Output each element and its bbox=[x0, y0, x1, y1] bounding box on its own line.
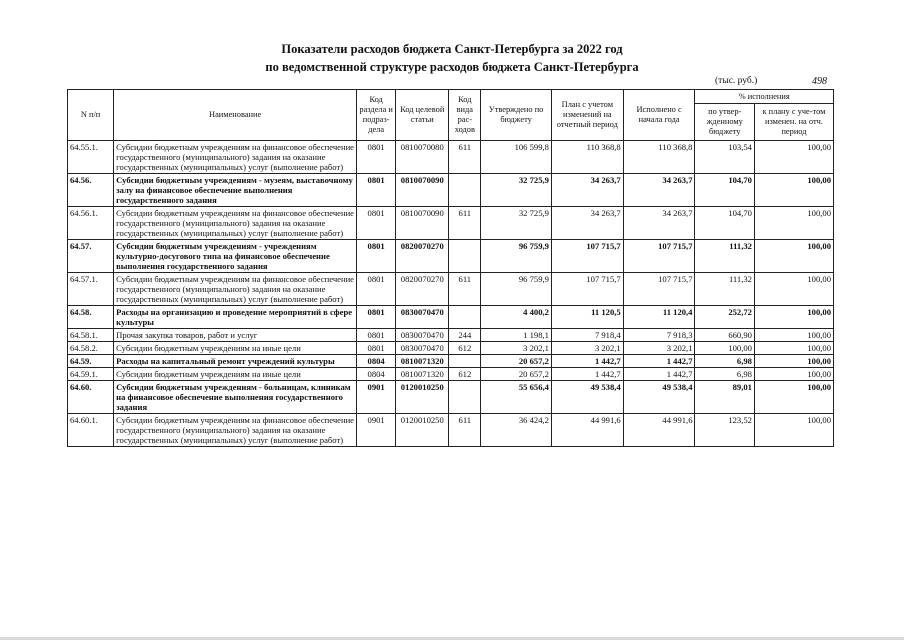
header-pct-plan: к плану с уче-том изменен. на отч. период bbox=[754, 104, 833, 141]
cell-num: 64.58. bbox=[68, 306, 114, 329]
cell-pct-approved: 104,70 bbox=[695, 207, 754, 240]
units-label: (тыс. руб.) bbox=[715, 76, 758, 86]
cell-pct-approved: 252,72 bbox=[695, 306, 754, 329]
cell-type: 612 bbox=[449, 342, 481, 355]
header-approved: Утверждено по бюджету bbox=[481, 90, 552, 141]
cell-type bbox=[449, 306, 481, 329]
cell-section: 0801 bbox=[357, 306, 396, 329]
cell-num: 64.56. bbox=[68, 174, 114, 207]
cell-approved: 32 725,9 bbox=[481, 207, 552, 240]
cell-pct-plan: 100,00 bbox=[754, 207, 833, 240]
cell-target: 0830070470 bbox=[396, 329, 449, 342]
header-plan: План с учетом изменений на отчетный период bbox=[551, 90, 623, 141]
cell-pct-approved: 6,98 bbox=[695, 355, 754, 368]
cell-pct-plan: 100,00 bbox=[754, 306, 833, 329]
cell-type bbox=[449, 355, 481, 368]
header-target: Код целевой статьи bbox=[396, 90, 449, 141]
cell-approved: 20 657,2 bbox=[481, 368, 552, 381]
cell-plan: 107 715,7 bbox=[551, 273, 623, 306]
cell-name: Субсидии бюджетным учреждениям на финансовое обеспечение государственного (муниципального) задания на оказание государственных (муниципальных) услуг (выполнение работ) bbox=[114, 414, 357, 447]
cell-pct-approved: 103,54 bbox=[695, 141, 754, 174]
cell-section: 0804 bbox=[357, 368, 396, 381]
cell-approved: 1 198,1 bbox=[481, 329, 552, 342]
header-num: N п/п bbox=[68, 90, 114, 141]
header-section: Код раздела и подраз-дела bbox=[357, 90, 396, 141]
cell-type bbox=[449, 240, 481, 273]
header-pct-approved: по утвер-жденному бюджету bbox=[695, 104, 754, 141]
cell-target: 0810071320 bbox=[396, 355, 449, 368]
table-row bbox=[68, 174, 834, 207]
cell-pct-approved: 104,70 bbox=[695, 174, 754, 207]
cell-target: 0810070090 bbox=[396, 174, 449, 207]
cell-plan: 110 368,8 bbox=[551, 141, 623, 174]
cell-executed: 44 991,6 bbox=[623, 414, 695, 447]
cell-num: 64.58.1. bbox=[68, 329, 114, 342]
budget-table bbox=[67, 89, 834, 447]
cell-section: 0901 bbox=[357, 414, 396, 447]
cell-approved: 36 424,2 bbox=[481, 414, 552, 447]
cell-num: 64.56.1. bbox=[68, 207, 114, 240]
cell-pct-plan: 100,00 bbox=[754, 273, 833, 306]
cell-name: Расходы на организацию и проведение мероприятий в сфере культуры bbox=[114, 306, 357, 329]
cell-pct-plan: 100,00 bbox=[754, 368, 833, 381]
cell-pct-approved: 6,98 bbox=[695, 368, 754, 381]
table-row bbox=[68, 368, 834, 381]
cell-executed: 11 120,4 bbox=[623, 306, 695, 329]
cell-name: Субсидии бюджетным учреждениям на финансовое обеспечение государственного (муниципального) задания на оказание государственных (муниципальных) услуг (выполнение работ) bbox=[114, 273, 357, 306]
cell-approved: 96 759,9 bbox=[481, 273, 552, 306]
cell-plan: 34 263,7 bbox=[551, 207, 623, 240]
cell-type: 611 bbox=[449, 141, 481, 174]
header-percent: % исполнения bbox=[695, 90, 834, 104]
table-body bbox=[68, 141, 834, 447]
cell-target: 0120010250 bbox=[396, 414, 449, 447]
cell-pct-plan: 100,00 bbox=[754, 329, 833, 342]
cell-section: 0804 bbox=[357, 355, 396, 368]
cell-name: Прочая закупка товаров, работ и услуг bbox=[114, 329, 357, 342]
cell-num: 64.60.1. bbox=[68, 414, 114, 447]
header-type: Код вида рас-ходов bbox=[449, 90, 481, 141]
table-row bbox=[68, 381, 834, 414]
cell-name: Субсидии бюджетным учреждениям на иные цели bbox=[114, 342, 357, 355]
table-row bbox=[68, 306, 834, 329]
cell-plan: 49 538,4 bbox=[551, 381, 623, 414]
cell-section: 0801 bbox=[357, 240, 396, 273]
cell-pct-plan: 100,00 bbox=[754, 174, 833, 207]
cell-executed: 7 918,3 bbox=[623, 329, 695, 342]
cell-approved: 55 656,4 bbox=[481, 381, 552, 414]
cell-type bbox=[449, 381, 481, 414]
cell-plan: 34 263,7 bbox=[551, 174, 623, 207]
cell-executed: 1 442,7 bbox=[623, 368, 695, 381]
cell-executed: 34 263,7 bbox=[623, 174, 695, 207]
cell-target: 0820070270 bbox=[396, 273, 449, 306]
cell-pct-plan: 100,00 bbox=[754, 240, 833, 273]
cell-num: 64.59. bbox=[68, 355, 114, 368]
table-row bbox=[68, 342, 834, 355]
table-row bbox=[68, 141, 834, 174]
cell-pct-approved: 123,52 bbox=[695, 414, 754, 447]
table-row bbox=[68, 414, 834, 447]
cell-type: 611 bbox=[449, 414, 481, 447]
cell-section: 0801 bbox=[357, 273, 396, 306]
cell-num: 64.57. bbox=[68, 240, 114, 273]
page-number: 498 bbox=[812, 76, 827, 87]
cell-num: 64.55.1. bbox=[68, 141, 114, 174]
cell-target: 0120010250 bbox=[396, 381, 449, 414]
header-name: Наименование bbox=[114, 90, 357, 141]
cell-type bbox=[449, 174, 481, 207]
cell-executed: 110 368,8 bbox=[623, 141, 695, 174]
cell-approved: 3 202,1 bbox=[481, 342, 552, 355]
cell-num: 64.59.1. bbox=[68, 368, 114, 381]
cell-name: Субсидии бюджетным учреждениям на иные цели bbox=[114, 368, 357, 381]
cell-num: 64.57.1. bbox=[68, 273, 114, 306]
cell-name: Субсидии бюджетным учреждениям на финансовое обеспечение государственного (муниципального) задания на оказание государственных (муниципальных) услуг (выполнение работ) bbox=[114, 207, 357, 240]
cell-approved: 32 725,9 bbox=[481, 174, 552, 207]
cell-section: 0801 bbox=[357, 174, 396, 207]
cell-approved: 4 400,2 bbox=[481, 306, 552, 329]
cell-plan: 7 918,4 bbox=[551, 329, 623, 342]
cell-name: Субсидии бюджетным учреждениям - музеям, выставочному залу на финансовое обеспечение выполнения государственного задания bbox=[114, 174, 357, 207]
table-row bbox=[68, 329, 834, 342]
cell-type: 612 bbox=[449, 368, 481, 381]
cell-pct-approved: 89,01 bbox=[695, 381, 754, 414]
cell-approved: 96 759,9 bbox=[481, 240, 552, 273]
cell-pct-plan: 100,00 bbox=[754, 141, 833, 174]
table-row bbox=[68, 240, 834, 273]
cell-pct-approved: 111,32 bbox=[695, 273, 754, 306]
cell-pct-approved: 660,90 bbox=[695, 329, 754, 342]
cell-plan: 3 202,1 bbox=[551, 342, 623, 355]
cell-plan: 11 120,5 bbox=[551, 306, 623, 329]
cell-executed: 107 715,7 bbox=[623, 240, 695, 273]
cell-target: 0810070090 bbox=[396, 207, 449, 240]
cell-section: 0801 bbox=[357, 207, 396, 240]
cell-executed: 107 715,7 bbox=[623, 273, 695, 306]
cell-pct-plan: 100,00 bbox=[754, 414, 833, 447]
cell-target: 0810071320 bbox=[396, 368, 449, 381]
cell-section: 0801 bbox=[357, 342, 396, 355]
cell-section: 0801 bbox=[357, 329, 396, 342]
cell-target: 0830070470 bbox=[396, 342, 449, 355]
cell-name: Субсидии бюджетным учреждениям на финансовое обеспечение государственного (муниципального) задания на оказание государственных (муниципальных) услуг (выполнение работ) bbox=[114, 141, 357, 174]
cell-name: Расходы на капитальный ремонт учреждений культуры bbox=[114, 355, 357, 368]
cell-target: 0830070470 bbox=[396, 306, 449, 329]
table-row bbox=[68, 355, 834, 368]
cell-approved: 20 657,2 bbox=[481, 355, 552, 368]
cell-pct-approved: 100,00 bbox=[695, 342, 754, 355]
cell-executed: 1 442,7 bbox=[623, 355, 695, 368]
cell-executed: 49 538,4 bbox=[623, 381, 695, 414]
document-title: Показатели расходов бюджета Санкт-Петербурга за 2022 год bbox=[281, 42, 623, 56]
document-subtitle: по ведомственной структуре расходов бюджета Санкт-Петербурга bbox=[265, 60, 639, 74]
cell-type: 611 bbox=[449, 273, 481, 306]
cell-plan: 1 442,7 bbox=[551, 355, 623, 368]
cell-target: 0820070270 bbox=[396, 240, 449, 273]
cell-section: 0901 bbox=[357, 381, 396, 414]
cell-type: 611 bbox=[449, 207, 481, 240]
cell-pct-plan: 100,00 bbox=[754, 355, 833, 368]
header-row bbox=[68, 90, 834, 104]
cell-pct-approved: 111,32 bbox=[695, 240, 754, 273]
table-row bbox=[68, 207, 834, 240]
cell-section: 0801 bbox=[357, 141, 396, 174]
cell-pct-plan: 100,00 bbox=[754, 342, 833, 355]
header-executed: Исполнено с начала года bbox=[623, 90, 695, 141]
cell-name: Субсидии бюджетным учреждениям - больницам, клиникам на финансовое обеспечение выполнения государственного задания bbox=[114, 381, 357, 414]
cell-name: Субсидии бюджетным учреждениям - учреждениям культурно-досугового типа на финансовое обеспечение выполнения государственного задания bbox=[114, 240, 357, 273]
cell-approved: 106 599,8 bbox=[481, 141, 552, 174]
cell-num: 64.60. bbox=[68, 381, 114, 414]
cell-plan: 107 715,7 bbox=[551, 240, 623, 273]
cell-plan: 1 442,7 bbox=[551, 368, 623, 381]
cell-num: 64.58.2. bbox=[68, 342, 114, 355]
cell-plan: 44 991,6 bbox=[551, 414, 623, 447]
cell-target: 0810070080 bbox=[396, 141, 449, 174]
cell-pct-plan: 100,00 bbox=[754, 381, 833, 414]
cell-executed: 34 263,7 bbox=[623, 207, 695, 240]
cell-type: 244 bbox=[449, 329, 481, 342]
cell-executed: 3 202,1 bbox=[623, 342, 695, 355]
table-row bbox=[68, 273, 834, 306]
